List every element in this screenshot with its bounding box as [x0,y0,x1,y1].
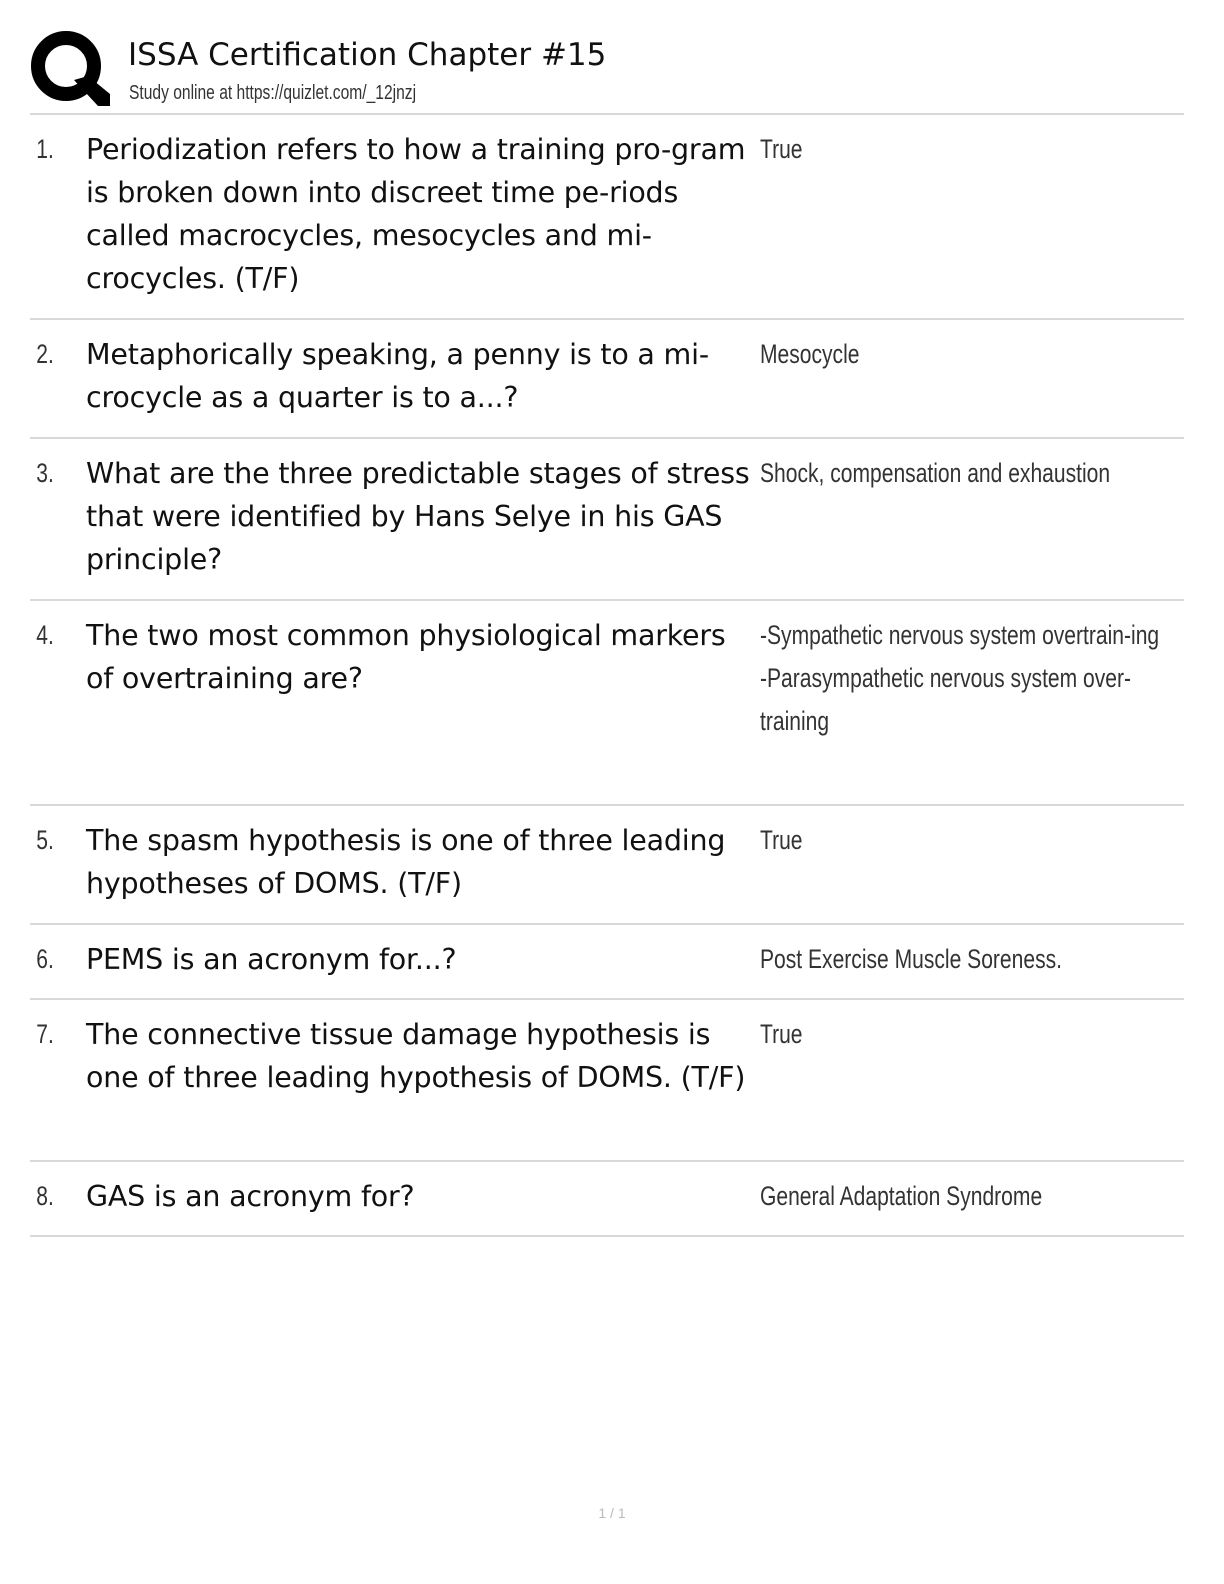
card-definition-cell [760,938,1224,978]
document-subtitle: Study online at https://quizlet.com/_12jnzj [129,82,417,104]
card-term: The connective tissue damage hypothesis is one of three leading hypothesis of DOMS. (T/F) [86,1018,746,1094]
card-number: 6. [36,944,54,974]
flashcard [30,320,1184,439]
card-term: Metaphorically speaking, a penny is to a mi-crocycle as a quarter is to a...? [86,338,709,414]
card-definition: Mesocycle [760,339,860,369]
quizlet-q-logo-icon [30,28,110,108]
flashcard [30,1162,1184,1237]
card-definition-cell [760,452,1224,579]
card-number: 4. [36,620,54,650]
card-definition: Post Exercise Muscle Soreness. [760,944,1062,974]
card-number: 2. [36,339,54,369]
page-indicator: 1 / 1 [598,1505,626,1521]
card-term: The two most common physiological markers of overtraining are? [86,619,726,695]
card-definition: True [760,134,803,164]
card-number: 8. [36,1181,54,1211]
card-definition: True [760,825,803,855]
card-definition-cell [760,128,1224,298]
flashcard [30,115,1184,320]
card-definition: Shock, compensation and exhaustion [760,458,1111,488]
card-definition-cell [760,1013,1224,1140]
card-number: 5. [36,825,54,855]
document-header [30,28,1184,114]
card-definition-cell [760,1175,1224,1215]
flashcard [30,601,1184,806]
flashcard [30,806,1184,925]
card-definition-cell [760,614,1224,784]
card-number: 1. [36,134,54,164]
flashcard-list [30,115,1184,1237]
card-term: What are the three predictable stages of stress that were identified by Hans Selye in his GAS principle? [86,457,750,576]
card-definition: True [760,1019,803,1049]
card-number: 7. [36,1019,54,1049]
flashcard [30,925,1184,1000]
card-definition: -Sympathetic nervous system overtrain-ing -Parasympathetic nervous system over-training [760,620,1160,736]
flashcard [30,1000,1184,1162]
card-term: The spasm hypothesis is one of three leading hypotheses of DOMS. (T/F) [86,824,726,900]
card-definition-cell [760,819,1224,903]
card-number: 3. [36,458,54,488]
card-definition-cell [760,333,1224,417]
document-title: ISSA Certification Chapter #15 [128,37,607,73]
card-term: Periodization refers to how a training pro-gram is broken down into discreet time pe-riods called macrocycles, mesocycles and mi-crocycles. (T/F) [86,133,746,295]
card-term: GAS is an acronym for? [86,1180,415,1213]
flashcard [30,439,1184,601]
card-term: PEMS is an acronym for...? [86,943,457,976]
card-definition: General Adaptation Syndrome [760,1181,1043,1211]
